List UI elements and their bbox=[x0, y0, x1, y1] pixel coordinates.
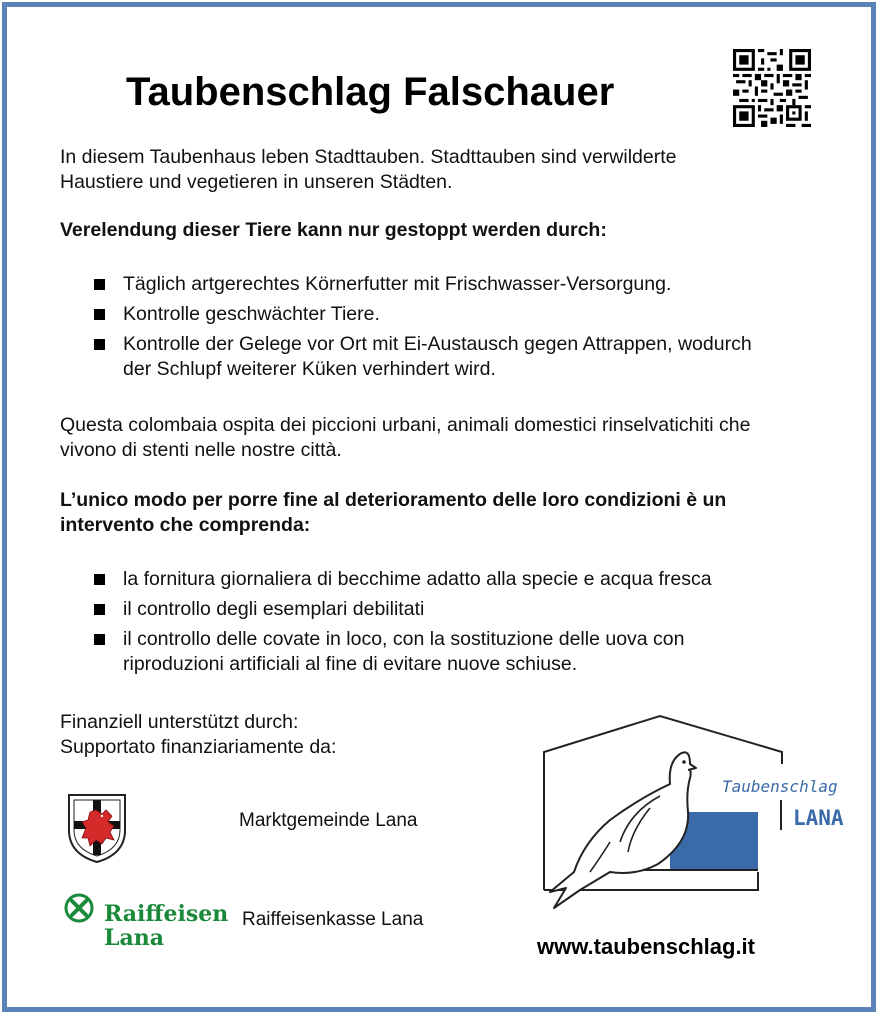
support-line-it: Supportato finanziariamente da: bbox=[60, 736, 337, 758]
list-item: la fornitura giornaliera di becchime adatto alla specie e acqua fresca bbox=[90, 567, 712, 592]
poster-title: Taubenschlag Falschauer bbox=[126, 70, 615, 114]
raiffeisen-cross-icon bbox=[64, 893, 94, 923]
bullet-square-icon bbox=[94, 604, 105, 615]
list-item: il controllo delle covate in loco, con la sostituzione delle uova con riproduzioni artificiali al fine di evitare nuove schiuse. bbox=[90, 627, 712, 677]
bullet-square-icon bbox=[94, 339, 105, 350]
sponsor-name-raiffeisen: Raiffeisenkasse Lana bbox=[242, 909, 424, 930]
qr-code-icon[interactable] bbox=[733, 48, 811, 128]
list-item: Kontrolle geschwächter Tiere. bbox=[90, 302, 752, 327]
brand-divider bbox=[780, 800, 782, 830]
bullet-square-icon bbox=[94, 574, 105, 585]
raiffeisen-logo-line2: Lana bbox=[104, 925, 164, 951]
pigeon-house-logo bbox=[540, 712, 785, 912]
website-link[interactable]: www.taubenschlag.it bbox=[537, 934, 755, 959]
italian-intro-line2: vivono di stenti nelle nostre città. bbox=[60, 439, 342, 461]
raiffeisen-logo-line1: Raiffeisen bbox=[104, 901, 229, 927]
german-intro-line2: Haustiere und vegetieren in unseren Städten. bbox=[60, 171, 453, 193]
coat-of-arms-icon bbox=[66, 792, 128, 864]
bullet-square-icon bbox=[94, 309, 105, 320]
italian-intro bbox=[60, 413, 750, 463]
raiffeisen-logo bbox=[64, 893, 229, 951]
italian-intro-line1: Questa colombaia ospita dei piccioni urbani, animali domestici rinselvatichiti che bbox=[60, 414, 751, 436]
italian-bullet-list bbox=[90, 567, 712, 682]
sponsor-name-lana: Marktgemeinde Lana bbox=[239, 810, 418, 831]
brand-name-bottom: LANA bbox=[793, 806, 844, 830]
support-line-de: Finanziell unterstützt durch: bbox=[60, 711, 299, 733]
support-text bbox=[60, 710, 336, 760]
list-item: Täglich artgerechtes Körnerfutter mit Frischwasser-Versorgung. bbox=[90, 272, 752, 297]
german-intro-line1: In diesem Taubenhaus leben Stadttauben. Stadttauben sind verwilderte bbox=[60, 146, 677, 168]
list-item: Kontrolle der Gelege vor Ort mit Ei-Austausch gegen Attrappen, wodurch der Schlupf weiterer Küken verhindert wird. bbox=[90, 332, 752, 382]
german-intro bbox=[60, 145, 677, 195]
italian-heading: L’unico modo per porre fine al deterioramento delle loro condizioni è un intervento che comprenda: bbox=[60, 489, 727, 536]
bullet-square-icon bbox=[94, 279, 105, 290]
list-item: il controllo degli esemplari debilitati bbox=[90, 597, 712, 622]
german-bullet-list bbox=[90, 272, 752, 387]
bullet-square-icon bbox=[94, 634, 105, 645]
brand-name-top: Taubenschlag bbox=[722, 777, 838, 796]
german-heading: Verelendung dieser Tiere kann nur gestoppt werden durch: bbox=[60, 219, 607, 241]
